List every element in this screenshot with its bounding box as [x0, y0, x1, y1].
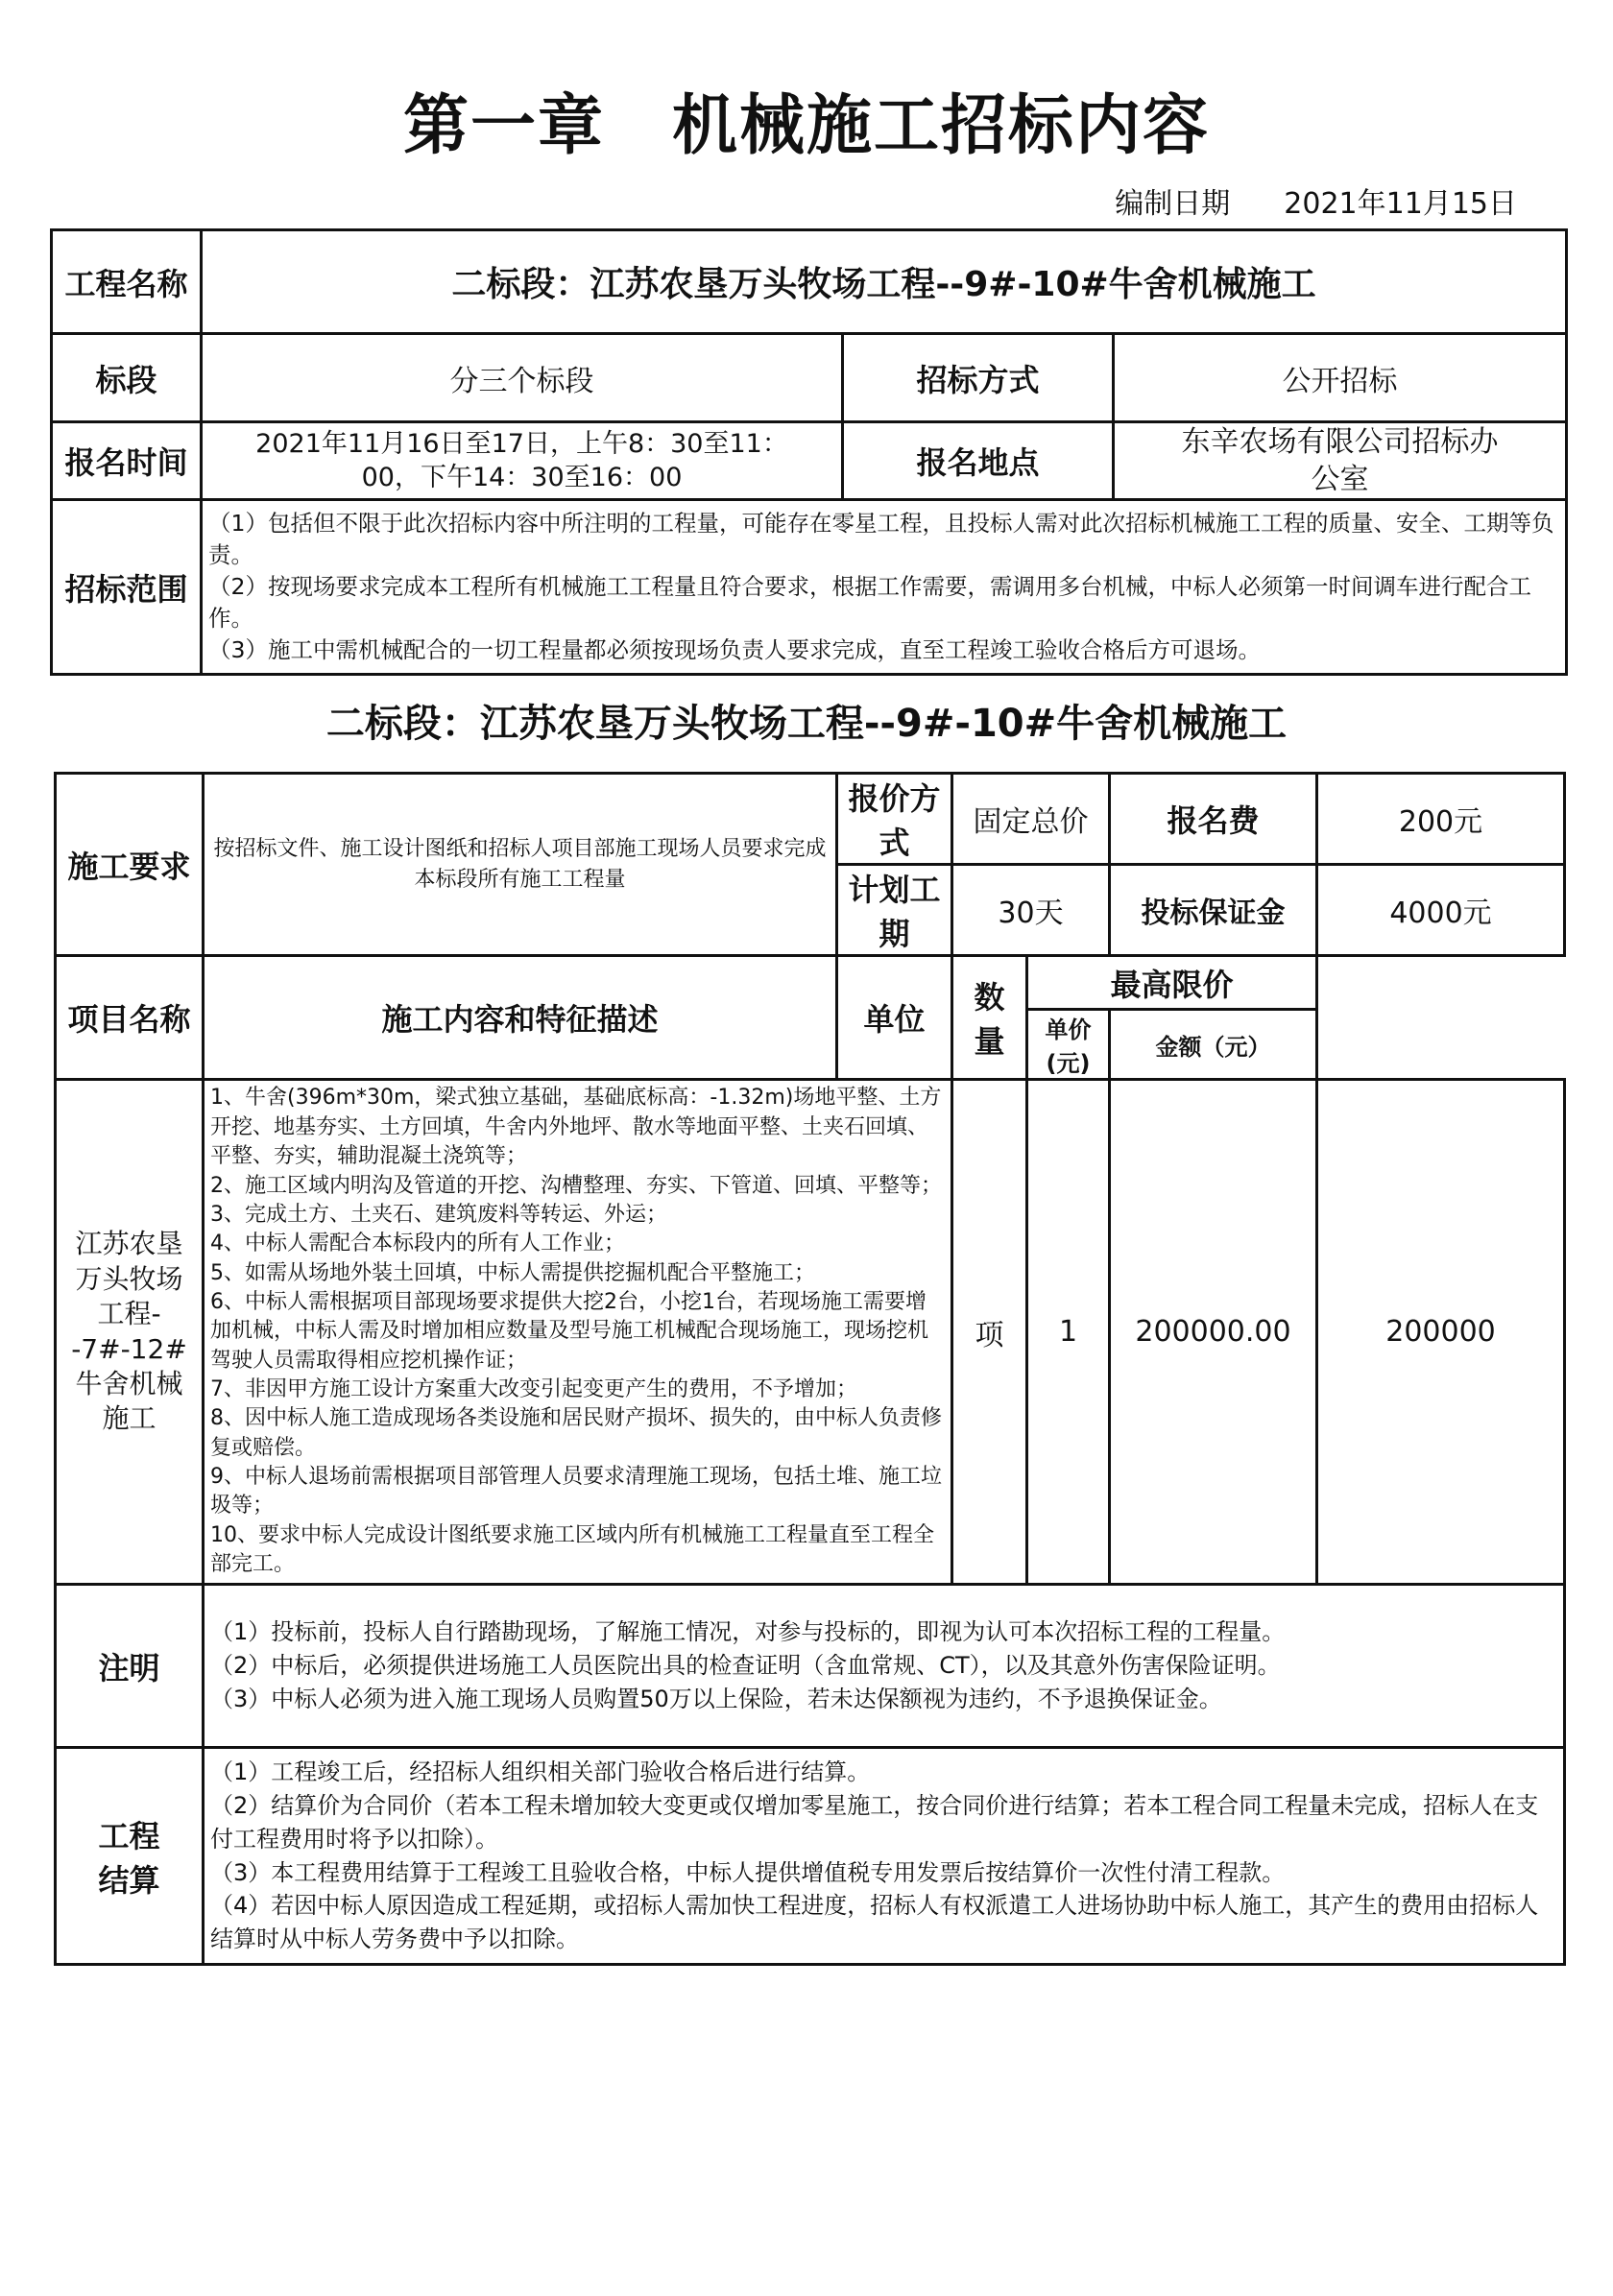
- scope-label: 招标范围: [52, 500, 202, 675]
- registration-place-label: 报名地点: [843, 422, 1114, 500]
- col-amount: 金额（元）: [1110, 1010, 1317, 1080]
- settlement-line: （3）本工程费用结算于工程竣工且验收合格，中标人提供增值税专用发票后按结算价一次性付清工程款。: [210, 1858, 1286, 1886]
- scope-line: （3）施工中需机械配合的一切工程量都必须按现场负责人要求完成，直至工程竣工验收合格后方可退场。: [208, 635, 1261, 663]
- requirement-label: 施工要求: [56, 774, 204, 956]
- note-text: [204, 1585, 1565, 1748]
- item-unit: 项: [952, 1080, 1027, 1585]
- item-amount: 200000: [1317, 1080, 1565, 1585]
- tender-info-table: [50, 228, 1568, 676]
- note-label: 注明: [56, 1585, 204, 1748]
- settlement-line: （4）若因中标人原因造成工程延期，或招标人需加快工程进度，招标人有权派遣工人进场协助中标人施工，其产生的费用由招标人结算时从中标人劳务费中予以扣除。: [210, 1892, 1539, 1953]
- description-line: 8、因中标人施工造成现场各类设施和居民财产损坏、损失的，由中标人负责修复或赔偿。: [210, 1406, 942, 1460]
- planned-period-value: 30天: [952, 865, 1110, 956]
- registration-place-value: 东辛农场有限公司招标办公室: [1114, 422, 1567, 500]
- scope-line: （1）包括但不限于此次招标内容中所注明的工程量，可能存在零星工程，且投标人需对此次招标机械施工工程的质量、安全、工期等负责。: [208, 510, 1554, 569]
- project-name-label: 工程名称: [52, 230, 202, 334]
- section-value: 分三个标段: [202, 334, 843, 422]
- col-quantity: 数量: [952, 956, 1027, 1080]
- description-line: 3、完成土方、土夹石、建筑废料等转运、外运；: [210, 1202, 667, 1227]
- planned-period-label: 计划工期: [837, 865, 952, 956]
- construction-table: [54, 772, 1566, 1966]
- description-line: 2、施工区域内明沟及管道的开挖、沟槽整理、夯实、下管道、回填、平整等；: [210, 1173, 942, 1198]
- item-quantity: 1: [1027, 1080, 1110, 1585]
- method-label: 招标方式: [843, 334, 1114, 422]
- description-line: 7、非因甲方施工设计方案重大改变引起变更产生的费用，不予增加；: [210, 1377, 857, 1402]
- description-line: 4、中标人需配合本标段内的所有人工作业；: [210, 1232, 625, 1256]
- description-line: 5、如需从场地外装土回填，中标人需提供挖掘机配合平整施工；: [210, 1260, 815, 1285]
- item-unit-price: 200000.00: [1110, 1080, 1317, 1585]
- note-line: （1）投标前，投标人自行踏勘现场，了解施工情况，对参与投标的，即视为认可本次招标工程的工程量。: [210, 1618, 1286, 1646]
- description-line: 1、牛舍(396m*30m，梁式独立基础，基础底标高：-1.32m)场地平整、土方开挖、地基夯实、土方回填，牛舍内外地坪、散水等地面平整、土夹石回填、平整、夯实，辅助混凝土浇筑等；: [210, 1086, 942, 1169]
- bid-deposit-label: 投标保证金: [1110, 865, 1317, 956]
- section-2-title: 二标段：江苏农垦万头牧场工程--9#-10#牛舍机械施工: [325, 702, 1288, 746]
- registration-time-label: 报名时间: [52, 422, 202, 500]
- compile-date-label: 编制日期: [1115, 187, 1231, 221]
- col-unit-price: 单价(元): [1027, 1010, 1110, 1080]
- scope-line: （2）按现场要求完成本工程所有机械施工工程量且符合要求，根据工作需要，需调用多台机械，中标人必须第一时间调车进行配合工作。: [208, 573, 1531, 632]
- item-description: [204, 1080, 952, 1585]
- compile-date-value: 2021年11月15日: [1284, 187, 1517, 221]
- quote-method-value: 固定总价: [952, 774, 1110, 865]
- settlement-line: （2）结算价为合同价（若本工程未增加较大变更或仅增加零星施工，按合同价进行结算；若本工程合同工程量未完成，招标人在支付工程费用时将予以扣除）。: [210, 1791, 1539, 1853]
- description-line: 6、中标人需根据项目部现场要求提供大挖2台，小挖1台，若现场施工需要增加机械，中标人需及时增加相应数量及型号施工机械配合现场施工，现场挖机驾驶人员需取得相应挖机操作证；: [210, 1289, 929, 1373]
- col-description: 施工内容和特征描述: [204, 956, 837, 1080]
- registration-fee-label: 报名费: [1110, 774, 1317, 865]
- requirement-value: 按招标文件、施工设计图纸和招标人项目部施工现场人员要求完成本标段所有施工工程量: [204, 774, 837, 956]
- page-title: 第一章 机械施工招标内容: [402, 88, 1210, 164]
- description-line: 10、要求中标人完成设计图纸要求施工区域内所有机械施工工程量直至工程全部完工。: [210, 1522, 934, 1577]
- quote-method-label: 报价方式: [837, 774, 952, 865]
- item-name: 江苏农垦万头牧场工程--7#-12#牛舍机械施工: [56, 1080, 204, 1585]
- note-line: （2）中标后，必须提供进场施工人员医院出具的检查证明（含血常规、CT），以及其意外伤害保险证明。: [210, 1652, 1281, 1680]
- bid-deposit-value: 4000元: [1317, 865, 1565, 956]
- description-line: 9、中标人退场前需根据项目部管理人员要求清理施工现场，包括土堆、施工垃圾等；: [210, 1465, 942, 1519]
- settlement-line: （1）工程竣工后，经招标人组织相关部门验收合格后进行结算。: [210, 1758, 871, 1786]
- col-unit: 单位: [837, 956, 952, 1080]
- settlement-text: [204, 1748, 1565, 1965]
- settlement-label: 工程结算: [56, 1748, 204, 1965]
- scope-text: [202, 500, 1567, 675]
- note-line: （3）中标人必须为进入施工现场人员购置50万以上保险，若未达保额视为违约，不予退换保证金。: [210, 1685, 1222, 1712]
- method-value: 公开招标: [1114, 334, 1567, 422]
- registration-fee-value: 200元: [1317, 774, 1565, 865]
- compile-date: [1115, 187, 1517, 221]
- col-max-price: 最高限价: [1027, 956, 1317, 1010]
- registration-time-value: 2021年11月16日至17日，上午8：30至11：00，下午14：30至16：00: [202, 422, 843, 500]
- project-name-value: 二标段：江苏农垦万头牧场工程--9#-10#牛舍机械施工: [202, 230, 1567, 334]
- section-label: 标段: [52, 334, 202, 422]
- col-item-name: 项目名称: [56, 956, 204, 1080]
